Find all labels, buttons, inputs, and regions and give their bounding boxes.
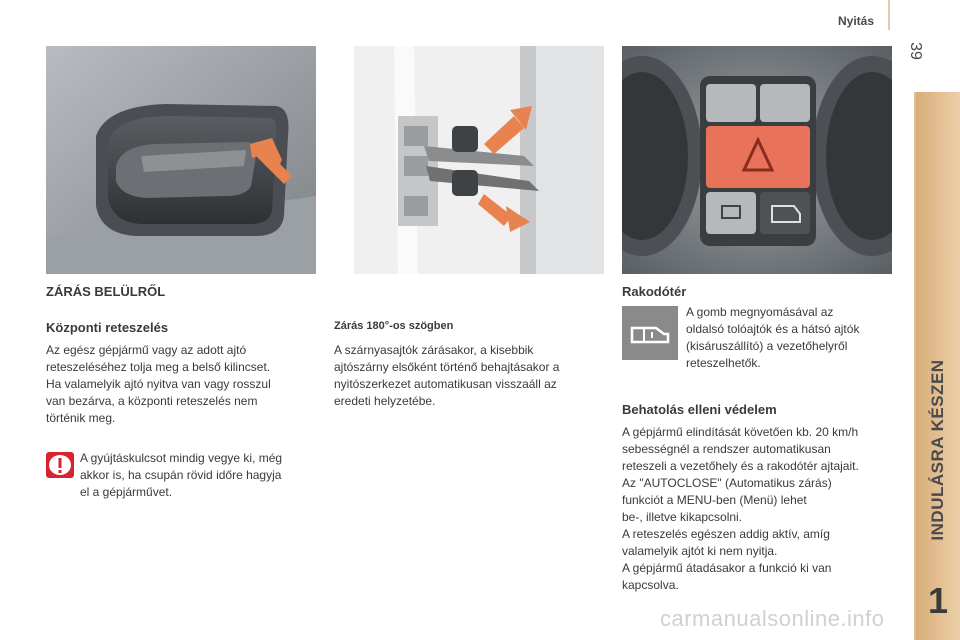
text-line: kapcsolva. bbox=[622, 578, 679, 592]
text-line: eredeti helyzetébe. bbox=[334, 394, 436, 408]
text-line: A gyújtáskulcsot mindig vegye ki, még bbox=[80, 451, 283, 465]
text-line: be-, illetve kikapcsolni. bbox=[622, 510, 743, 524]
text-line: ajtószárny elsőként történő behajtásakor a bbox=[334, 360, 560, 374]
text-line: A szárnyasajtók zárásakor, a kisebbik bbox=[334, 343, 534, 357]
text-line: oldalsó tolóajtók és a hátsó ajtók bbox=[686, 322, 860, 336]
paragraph-180-degree bbox=[334, 342, 559, 410]
text-line: történik meg. bbox=[46, 411, 116, 425]
heading-cargo-area: Rakodótér bbox=[622, 284, 687, 299]
warning-exclamation-icon bbox=[46, 452, 74, 478]
text-line: reteszelhetők. bbox=[686, 356, 761, 370]
text-line: reteszeléséhez tolja meg a belső kilincset. bbox=[46, 360, 271, 374]
text-line: reteszeli a vezetőhely és a rakodótér ajtajait. bbox=[622, 459, 859, 473]
page-header-title: Nyitás bbox=[838, 14, 875, 28]
text-line: akkor is, ha csupán rövid időre hagyja bbox=[80, 468, 282, 482]
page-number: 39 bbox=[906, 42, 924, 60]
warning-text bbox=[80, 450, 282, 501]
header-rule bbox=[888, 0, 890, 30]
text-line: A gépjármű elindítását követően kb. 20 km/h bbox=[622, 425, 859, 439]
text-line: Ha valamelyik ajtó nyitva van vagy rosszul bbox=[46, 377, 271, 391]
text-line: nyitószerkezet automatikusan visszaáll az bbox=[334, 377, 557, 391]
section-heading-locking-inside: ZÁRÁS BELÜLRŐL bbox=[46, 284, 166, 299]
text-line: Az "AUTOCLOSE" (Automatikus zárás) bbox=[622, 476, 832, 490]
text-line: van bezárva, a központi reteszelés nem bbox=[46, 394, 258, 408]
subheading-central-locking: Központi reteszelés bbox=[46, 320, 169, 335]
heading-intrusion-protection: Behatolás elleni védelem bbox=[622, 402, 777, 417]
text-line: A gépjármű átadásakor a funkció ki van bbox=[622, 561, 832, 575]
paragraph-cargo-area bbox=[686, 304, 859, 372]
photo-dashboard-buttons bbox=[622, 46, 892, 274]
paragraph-central-locking bbox=[46, 342, 271, 427]
text-line: (kisáruszállító) a vezetőhelyről bbox=[686, 339, 848, 353]
text-line: A reteszelés egészen addig aktív, amíg bbox=[622, 527, 830, 541]
photo-interior-door-handle bbox=[46, 46, 316, 274]
chapter-side-label: INDULÁSRA KÉSZEN bbox=[928, 359, 947, 541]
text-line: A gomb megnyomásával az bbox=[686, 305, 834, 319]
text-line: valamelyik ajtót ki nem nyitja. bbox=[622, 544, 778, 558]
subheading-180-degree: Zárás 180°-os szögben bbox=[334, 320, 454, 332]
chapter-number: 1 bbox=[927, 580, 949, 621]
paragraph-intrusion-protection bbox=[622, 424, 859, 594]
van-lock-icon bbox=[622, 306, 678, 360]
text-line: Az egész gépjármű vagy az adott ajtó bbox=[46, 343, 247, 357]
watermark: carmanualsonline.info bbox=[660, 606, 885, 631]
text-line: funkciót a MENU-ben (Menü) lehet bbox=[622, 493, 807, 507]
photo-door-hinge bbox=[334, 46, 604, 274]
text-line: el a gépjárművet. bbox=[80, 485, 173, 499]
text-line: sebességnél a rendszer automatikusan bbox=[622, 442, 831, 456]
